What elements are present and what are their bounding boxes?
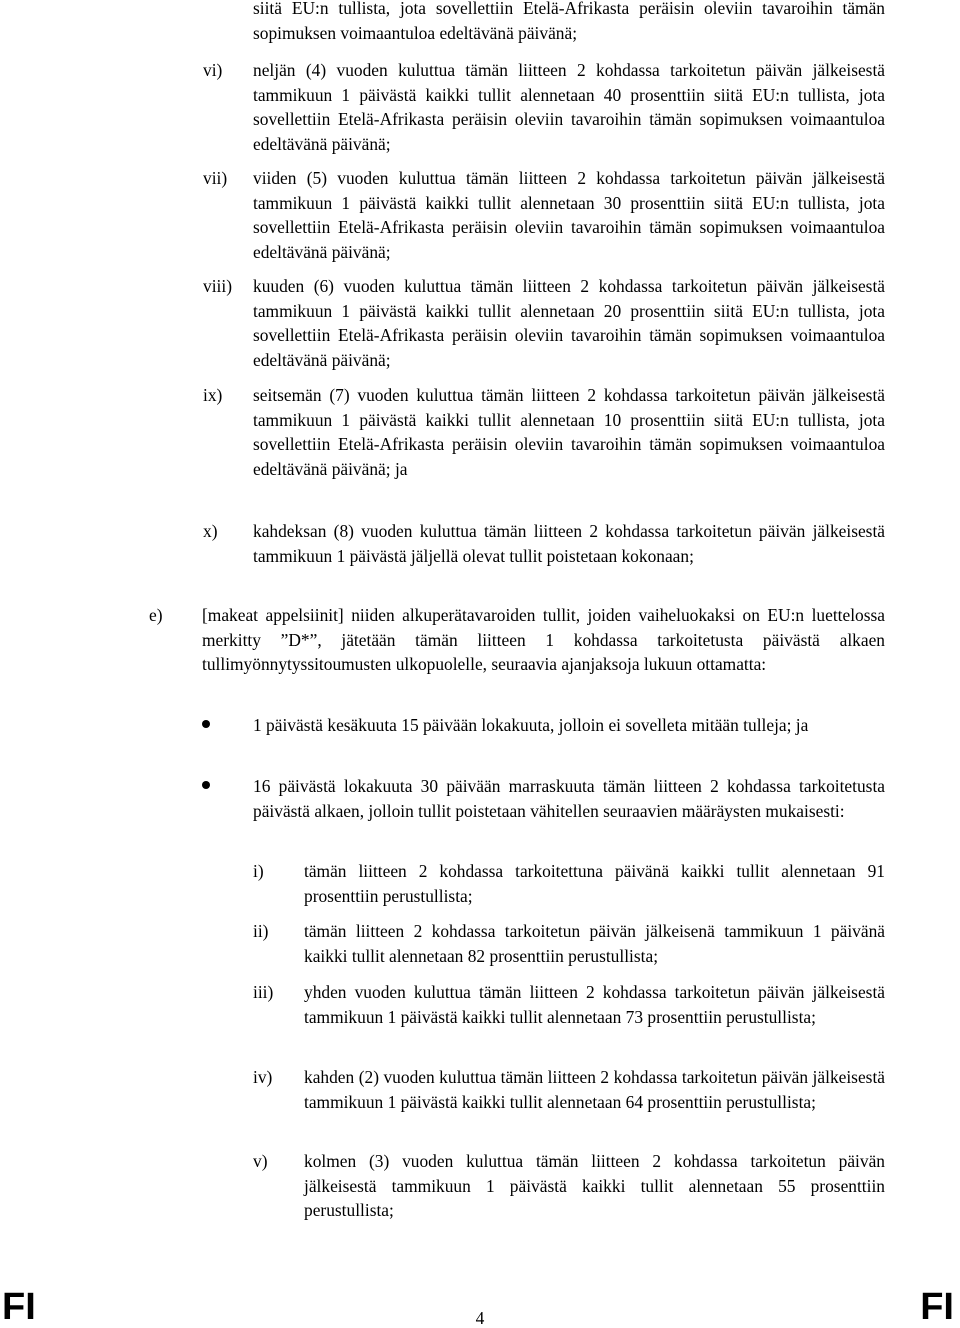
item-text-ix: seitsemän (7) vuoden kuluttua tämän liitteen 2 kohdassa tarkoitetun päivän jälkeisestä tammikuun 1 päivästä kaikki tullit alennetaan 10 prosenttiin siitä EU:n tullista, jota sovellettiin Etelä-Afrikasta peräisin oleviin tavaroihin tämän sopimuksen voimaantuloa edeltävänä päivänä; ja [253,385,885,479]
bullet-text-2: 16 päivästä lokakuuta 30 päivään marraskuuta tämän liitteen 2 kohdassa tarkoitetusta päivästä alkaen, jolloin tullit poistetaan vähitellen seuraavien määräysten mukaisesti: [253,776,885,821]
item-text-viii: kuuden (6) vuoden kuluttua tämän liitteen 2 kohdassa tarkoitetun päivän jälkeisestä tammikuun 1 päivästä kaikki tullit alennetaan 20 prosenttiin siitä EU:n tullista, jota sovellettiin Etelä-Afrikasta peräisin oleviin tavaroihin tämän sopimuksen voimaantuloa edeltävänä päivänä; [253,276,885,370]
continuation-paragraph: siitä EU:n tullista, jota sovellettiin Etelä-Afrikasta peräisin oleviin tavaroihin tämän sopimuksen voimaantuloa edeltävänä päivänä; [253,0,885,43]
sub-item-text-iii: yhden vuoden kuluttua tämän liitteen 2 kohdassa tarkoitetun päivän jälkeisestä tammikuun 1 päivästä kaikki tullit alennetaan 73 prosenttiin perustullista; [304,982,885,1027]
item-number-x: x) [203,521,218,541]
sub-item-number-iii: iii) [253,982,274,1002]
sub-item-number-v: v) [253,1151,268,1171]
item-text-vi: neljän (4) vuoden kuluttua tämän liitteen 2 kohdassa tarkoitetun päivän jälkeisestä tammikuun 1 päivästä kaikki tullit alennetaan 40 prosenttiin siitä EU:n tullista, jota sovellettiin Etelä-Afrikasta peräisin oleviin tavaroihin tämän sopimuksen voimaantuloa edeltävänä päivänä; [253,60,885,154]
item-letter-e: e) [149,605,163,625]
footer-language-right: FI [920,1286,954,1328]
sub-item-number-iv: iv) [253,1067,273,1087]
sub-item-text-i: tämän liitteen 2 kohdassa tarkoitettuna päivänä kaikki tullit alennetaan 91 prosenttiin perustullista; [304,861,885,906]
sub-item-number-ii: ii) [253,921,269,941]
bullet-dot [202,720,210,728]
item-number-vi: vi) [203,60,223,80]
sub-item-text-v: kolmen (3) vuoden kuluttua tämän liitteen 2 kohdassa tarkoitetun päivän jälkeisestä tammikuun 1 päivästä kaikki tullit alennetaan 55 prosenttiin perustullista; [304,1151,885,1220]
item-text-x: kahdeksan (8) vuoden kuluttua tämän liitteen 2 kohdassa tarkoitetun päivän jälkeisestä tammikuun 1 päivästä jäljellä olevat tullit poistetaan kokonaan; [253,521,885,566]
item-number-ix: ix) [203,385,223,405]
item-text-vii: viiden (5) vuoden kuluttua tämän liitteen 2 kohdassa tarkoitetun päivän jälkeisestä tammikuun 1 päivästä kaikki tullit alennetaan 30 prosenttiin siitä EU:n tullista, jota sovellettiin Etelä-Afrikasta peräisin oleviin tavaroihin tämän sopimuksen voimaantuloa edeltävänä päivänä; [253,168,885,262]
page-number: 4 [475,1308,485,1328]
sub-item-text-ii: tämän liitteen 2 kohdassa tarkoitetun päivän jälkeisenä tammikuun 1 päivänä kaikki tullit alennetaan 82 prosenttiin perustullista; [304,921,885,966]
bullet-dot [202,781,210,789]
bullet-text-1: 1 päivästä kesäkuuta 15 päivään lokakuuta, jolloin ei sovelleta mitään tulleja; ja [253,715,809,735]
item-number-vii: vii) [203,168,228,188]
sub-item-number-i: i) [253,861,264,881]
item-text-e: [makeat appelsiinit] niiden alkuperätavaroiden tullit, joiden vaiheluokaksi on EU:n luettelossa merkitty ”D*”, jätetään tämän liitteen 1 kohdassa tarkoitetusta päivästä alkaen tullimyönnytyssitoumusten ulkopuolelle, seuraavia ajanjaksoja lukuun ottamatta: [202,605,885,674]
footer-language-left: FI [2,1286,36,1328]
item-number-viii: viii) [203,276,232,296]
sub-item-text-iv: kahden (2) vuoden kuluttua tämän liitteen 2 kohdassa tarkoitetun päivän jälkeisestä tammikuun 1 päivästä kaikki tullit alennetaan 64 prosenttiin perustullista; [304,1067,885,1112]
